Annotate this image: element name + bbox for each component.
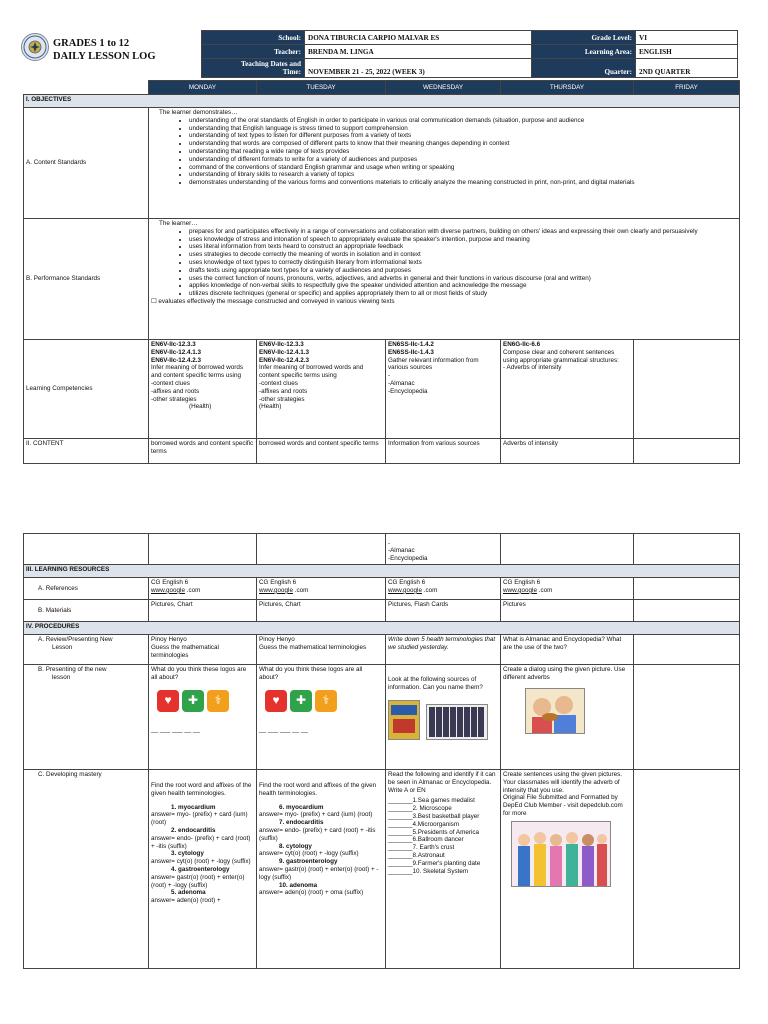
list-item: 9. gastroenterology answer= gastr(o) (root) + enter(o) (root) + -logy (suffix) <box>259 858 379 881</box>
review-wednesday: Write down 5 health terminologies that we studied yesterday. <box>386 635 501 665</box>
review-monday: Pinoy Henyo Guess the mathematical terminologies <box>149 635 257 665</box>
header-info-table <box>201 30 738 78</box>
presenting-tuesday: What do you think these logos are all about? ♥ ✚ ⚕ __ ___ ___ __ __ <box>257 665 386 770</box>
lesson-log-table-top <box>23 80 740 464</box>
procedures-heading: IV. PROCEDURES <box>24 622 740 635</box>
content-friday <box>634 439 740 464</box>
list-item: • demonstrates understanding of the various forms and conventions materials to critically analyze the meaning constructed in print, non-print, and digital materials <box>189 179 737 187</box>
google-link[interactable]: www.google <box>151 586 185 594</box>
list-item: _______5.Presidents of America <box>388 828 480 836</box>
performance-standards-list <box>151 228 737 298</box>
list-item: _______10. Skeletal System <box>388 867 469 875</box>
list-item: 7. endocarditis answer= endo- (prefix) + card (root) + -itis (suffix) <box>259 819 376 842</box>
competencies-wednesday: EN6SS-IIc-1.4.2 EN6SS-IIc-1.4.3 Gather relevant information from various sources - -Almanac -Encyclopedia <box>386 340 501 439</box>
materials-tuesday: Pictures, Chart <box>257 600 386 622</box>
list-item: • uses knowledge of text types to correctly distinguish literary from informational texts <box>189 259 737 267</box>
list-item: • understanding of different formats to write for a variety of audiences and purposes <box>189 156 737 164</box>
list-item: • prepares for and participates effectively in a range of conversations and collaboration with diverse partners, building on others' ideas and expressing their own clearly and persuasively <box>189 228 737 236</box>
content-wednesday: Information from various sources <box>386 439 501 464</box>
day-friday: FRIDAY <box>634 81 740 95</box>
content-tuesday: borrowed words and content specific terms <box>257 439 386 464</box>
list-item: • uses literal information from texts heard to construct an appropriate feedback <box>189 243 737 251</box>
developing-tuesday: Find the root word and affixes of the given health terminologies. 6. myocardium answer= myo- (prefix) + card (ium) (root) 7. endocarditis answer= endo- (prefix) + card (root) + -itis (suffix) 8. cytology answer= cyt(o) (root) + -logy (suffix) 9. gastroenterology answer= gastr(o) (root) + enter(o) (root) + -logy (suffix) 10. adenoma answer= aden(o) (root) + oma (suffix) <box>257 770 386 969</box>
list-item: • understanding that reading a wide range of texts provides <box>189 148 737 156</box>
day-monday: MONDAY <box>149 81 257 95</box>
list-item: • understanding of text types to listen for different purposes from a variety of texts <box>189 132 737 140</box>
content-wednesday-cont: - -Almanac -Encyclopedia <box>386 534 501 565</box>
princesses-image <box>511 821 611 887</box>
list-item: 8. cytology answer= cyt(o) (root) + -logy (suffix) <box>259 842 359 858</box>
materials-label: B. Materials <box>24 600 149 622</box>
objectives-heading: I. OBJECTIVES <box>24 95 740 108</box>
teacher-value: BRENDA M. LINGA <box>305 45 532 59</box>
dates-label: Teaching Dates and Time: <box>202 59 305 78</box>
list-item: 4. gastroenterology answer= gastr(o) (root) + enter(o) (root) + -logy (suffix) <box>151 865 245 889</box>
checkbox-icon: ☐ <box>151 297 157 305</box>
list-item: • applies knowledge of non-verbal skills to respectfully give the speaker undivided attention and acknowledge the message <box>189 282 737 290</box>
dates-value: NOVEMBER 21 - 25, 2022 (WEEK 3) <box>305 59 532 78</box>
presenting-thursday: Create a dialog using the given picture. Use different adverbs <box>501 665 634 770</box>
performance-standards-intro: The learner… <box>159 220 198 227</box>
health-logos <box>265 690 383 712</box>
performance-standards-last: ☐ evaluates effectively the message constructed and conveyed in various viewing texts <box>151 297 395 305</box>
list-item: • drafts texts using appropriate text types for a variety of audiences and purposes <box>189 267 737 275</box>
developing-monday: Find the root word and affixes of the given health terminologies. 1. myocardium answer= myo- (prefix) + card (ium) (root) 2. endocarditis answer= endo- (prefix) + card (root) + -itis (suffix) 3. cytology answer= cyt(o) (root) + -logy (suffix) 4. gastroenterology answer= gastr(o) (root) + enter(o) (root) + -logy (suffix) 5. adenoma answer= aden(o) (root) + <box>149 770 257 969</box>
heart-pulse-icon: ♥ <box>157 690 179 712</box>
list-item: 3. cytology answer= cyt(o) (root) + -logy (suffix) <box>151 850 251 866</box>
list-item: • understanding that words are composed of different parts to know that their meaning changes depending in context <box>189 140 737 148</box>
list-item: 6. myocardium answer= myo- (prefix) + card (ium) (root) <box>259 803 373 819</box>
google-link[interactable]: www.google <box>503 586 537 594</box>
references-wednesday: CG English 6 www.google .com <box>386 578 501 600</box>
list-item: _______3.Best basketball player <box>388 812 480 820</box>
list-item: 1. myocardium answer= myo- (prefix) + card (ium) (root) <box>151 803 248 827</box>
review-tuesday: Pinoy Henyo Guess the mathematical terminologies <box>257 635 386 665</box>
quarter-value: 2ND QUARTER <box>636 59 738 78</box>
content-heading: II. CONTENT <box>24 439 149 464</box>
materials-monday: Pictures, Chart <box>149 600 257 622</box>
list-item: • uses strategies to decode correctly the meaning of words in isolation and in context <box>189 251 737 259</box>
references-monday: CG English 6 www.google .com <box>149 578 257 600</box>
google-link[interactable]: www.google <box>259 586 293 594</box>
materials-wednesday: Pictures, Flash Cards <box>386 600 501 622</box>
encyclopedia-set-image <box>426 704 488 740</box>
list-item: • understanding that English language is stress timed to support comprehension <box>189 125 737 133</box>
materials-thursday: Pictures <box>501 600 634 622</box>
content-standards-label: A. Content Standards <box>24 108 149 219</box>
google-link[interactable]: www.google <box>388 586 422 594</box>
header-title <box>53 37 156 63</box>
title-line-2: DAILY LESSON LOG <box>53 51 156 62</box>
competencies-label: Learning Competencies <box>24 340 149 439</box>
list-item: • understanding of the oral standards of English in order to participate in various oral communication demands (situation, purpose and audience <box>189 117 737 125</box>
list-item: 10. adenoma answer= aden(o) (root) + oma (suffix) <box>259 881 364 897</box>
list-item: 5. adenoma answer= aden(o) (root) + <box>151 889 221 905</box>
competencies-thursday: EN6G-IIc-6.6 Compose clear and coherent sentences using appropriate grammatical structures: - Adverbs of intensity <box>501 340 634 439</box>
children-eating-image <box>525 688 585 734</box>
content-standards-list <box>151 117 737 187</box>
list-item: • understanding of library skills to research a variety of topics <box>189 171 737 179</box>
health-cross-icon: ✚ <box>182 690 204 712</box>
content-thursday: Adverbs of intensity <box>501 439 634 464</box>
health-logos <box>157 690 254 712</box>
day-tuesday: TUESDAY <box>257 81 386 95</box>
lesson-log-table-bottom <box>23 533 740 969</box>
list-item: _______4.Microorganism <box>388 820 460 828</box>
presenting-label: B. Presenting of the new lesson <box>24 665 149 770</box>
performance-standards-label: B. Performance Standards <box>24 219 149 340</box>
list-item: • uses knowledge of stress and intonation of speech to appropriately evaluate the speaker's intention, purpose and meaning <box>189 236 737 244</box>
health-cross-icon: ✚ <box>290 690 312 712</box>
content-monday: borrowed words and content specific terms <box>149 439 257 464</box>
content-standards-cell <box>149 108 740 219</box>
list-item: _______1.Sea games medalist <box>388 797 475 805</box>
quarter-label: Quarter: <box>532 59 636 78</box>
list-item: • utilizes discrete techniques (general or specific) and applies appropriately them to all or most fields of study <box>189 290 737 298</box>
developing-mastery-label: C. Developing mastery <box>24 770 149 969</box>
school-value: DONA TIBURCIA CARPIO MALVAR ES <box>305 31 532 45</box>
list-item: _______2. Microscope <box>388 805 452 813</box>
answer-blanks: __ ___ ___ __ __ <box>259 725 309 733</box>
area-label: Learning Area: <box>532 45 636 59</box>
school-label: School: <box>202 31 305 45</box>
answer-blanks: __ ___ ___ __ __ <box>151 725 201 733</box>
presenting-monday: What do you think these logos are all about? ♥ ✚ ⚕ __ ___ ___ __ __ <box>149 665 257 770</box>
competencies-tuesday: EN6V-IIc-12.3.3 EN6V-IIc-12.4.1.3 EN6V-IIc-12.4.2.3 Infer meaning of borrowed words and content specific terms using -context clues -affixes and roots -other strategies (Health) <box>257 340 386 439</box>
list-item: • uses the correct function of nouns, pronouns, verbs, adjectives, and adverbs in general and their functions in various discourse (oral and written) <box>189 275 737 283</box>
competencies-friday <box>634 340 740 439</box>
list-item: _______8.Astronaut <box>388 851 445 859</box>
list-item: _______9.Farmer's planting date <box>388 859 481 867</box>
resources-heading: III. LEARNING RESOURCES <box>24 565 740 578</box>
stethoscope-icon: ⚕ <box>207 690 229 712</box>
references-label: A. References <box>24 578 149 600</box>
review-thursday: What is Almanac and Encyclopedia? What are the use of the two? <box>501 635 634 665</box>
list-item: 2. endocarditis answer= endo- (prefix) + card (root) + -itis (suffix) <box>151 826 251 850</box>
heart-pulse-icon: ♥ <box>265 690 287 712</box>
competencies-monday: EN6V-IIc-12.3.3 EN6V-IIc-12.4.1.3 EN6V-IIc-12.4.2.3 Infer meaning of borrowed words and content specific terms using -context clues -affixes and roots -other strategies (Health) <box>149 340 257 439</box>
developing-wednesday: Read the following and identify if it can be seen in Almanac or Encyclopedia. Write A or EN _______1.Sea games medalist _______2. Microscope _______3.Best basketball player _______4.Microorganism _______5.Presidents of America _______6.Ballroom dancer _______7. Earth's crust _______8.Astronaut _______9.Farmer's planting date _______10. Skeletal System <box>386 770 501 969</box>
references-thursday: CG English 6 www.google .com <box>501 578 634 600</box>
content-standards-intro: The learner demonstrates… <box>159 109 238 116</box>
list-item: _______7. Earth's crust <box>388 844 455 852</box>
presenting-wednesday: Look at the following sources of information. Can you name them? <box>386 665 501 770</box>
almanac-book-image <box>388 700 420 740</box>
title-line-1: GRADES 1 to 12 <box>53 38 130 49</box>
developing-thursday: Create sentences using the given pictures. Your classmates will identify the adverb of intensity that you use. Original File Submitted and Formatted by DepEd Club Member - visit depedclub.com for more <box>501 770 634 969</box>
stethoscope-icon: ⚕ <box>315 690 337 712</box>
teacher-label: Teacher: <box>202 45 305 59</box>
list-item: _______6.Ballroom dancer <box>388 836 464 844</box>
day-wednesday: WEDNESDAY <box>386 81 501 95</box>
grade-label: Grade Level: <box>532 31 636 45</box>
list-item: • command of the conventions of standard English grammar and usage when writing or speaking <box>189 164 737 172</box>
review-label: A. Review/Presenting New Lesson <box>24 635 149 665</box>
deped-seal-logo <box>21 33 49 61</box>
day-thursday: THURSDAY <box>501 81 634 95</box>
reference-books-image <box>388 700 498 740</box>
area-value: ENGLISH <box>636 45 738 59</box>
references-tuesday: CG English 6 www.google .com <box>257 578 386 600</box>
performance-standards-cell <box>149 219 740 340</box>
grade-value: VI <box>636 31 738 45</box>
